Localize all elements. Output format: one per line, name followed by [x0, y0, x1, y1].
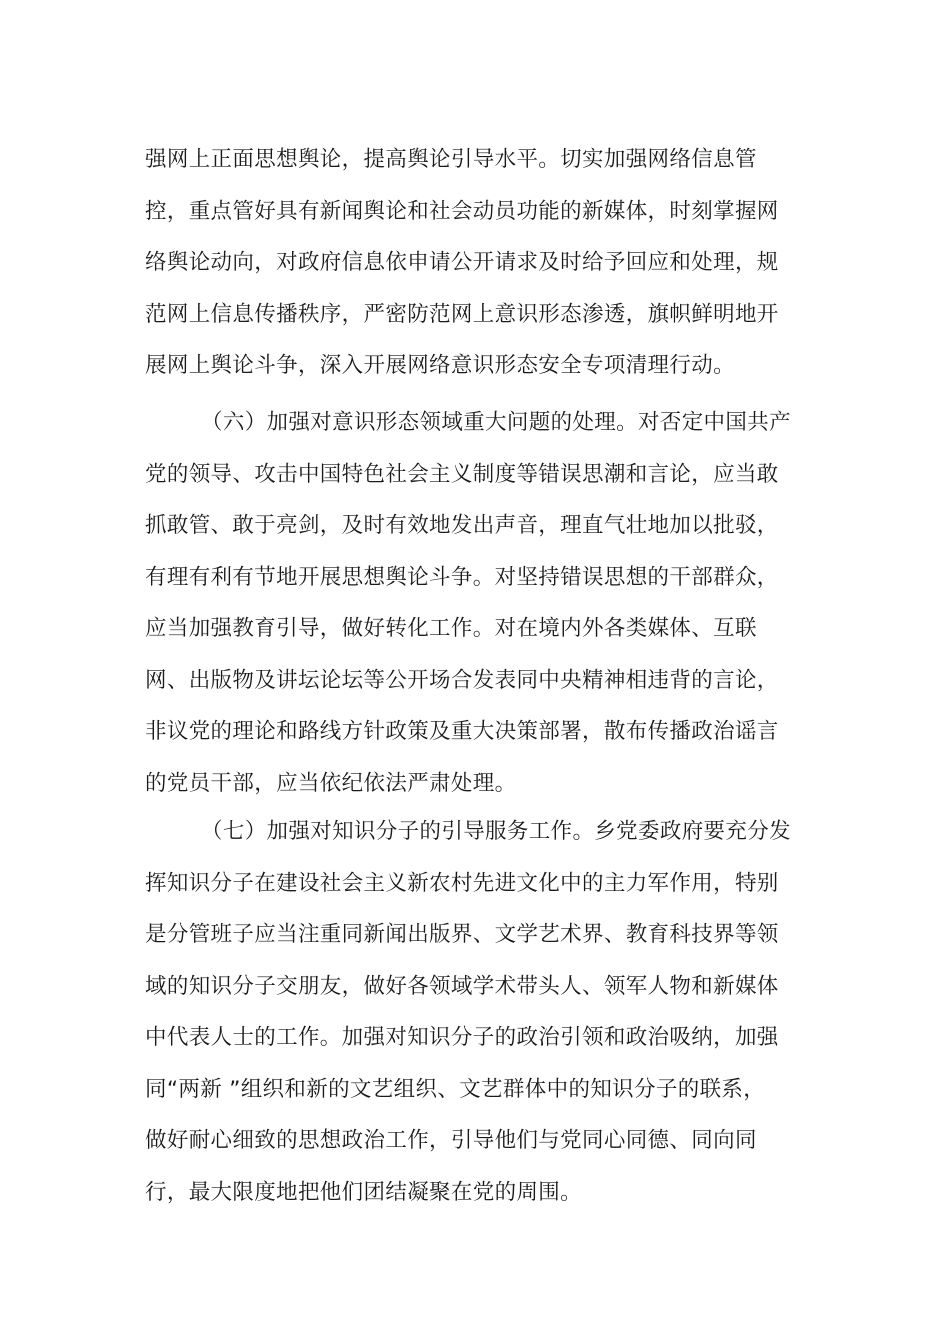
text-line: 展网上舆论斗争，深入开展网络意识形态安全专项清理行动。: [145, 353, 735, 378]
paragraph-section-six: [145, 397, 805, 809]
text-line: 非议党的理论和路线方针政策及重大决策部署，散布传播政治谣言: [145, 719, 779, 744]
text-line: 做好耐心细致的思想政治工作，引导他们与党同心同德、同向同: [145, 1128, 757, 1153]
text-line: 同“两新 ”组织和新的文艺组织、文艺群体中的知识分子的联系，: [145, 1076, 766, 1102]
text-line: 范网上信息传播秩序，严密防范网上意识形态渗透，旗帜鲜明地开: [145, 301, 779, 327]
text-line: 应当加强教育引导，做好转化工作。对在境内外各类媒体、互联: [145, 616, 757, 641]
text-line: （六）加强对意识形态领域重大问题的处理。对否定中国共产: [201, 410, 791, 435]
text-line: （七）加强对知识分子的引导服务工作。乡党委政府要充分发: [201, 819, 791, 844]
text-line: 网、出版物及讲坛论坛等公开场合发表同中央精神相违背的言论，: [145, 667, 779, 693]
text-line: 抓敢管、敢于亮剑，及时有效地发出声音，理直气壮地加以批驳，: [145, 513, 779, 538]
text-line: 行，最大限度地把他们团结凝聚在党的周围。: [145, 1179, 583, 1205]
text-line: 党的领导、攻击中国特色社会主义制度等错误思潮和言论，应当敢: [145, 461, 779, 487]
paragraph-online-opinion: [145, 134, 805, 392]
text-line: 有理有利有节地开展思想舆论斗争。对坚持错误思想的干部群众，: [145, 564, 779, 590]
text-line: 中代表人士的工作。加强对知识分子的政治引领和政治吸纳，加强: [145, 1025, 779, 1050]
text-line: 是分管班子应当注重同新闻出版界、文学艺术界、教育科技界等领: [145, 922, 779, 947]
text-line: 挥知识分子在建设社会主义新农村先进文化中的主力军作用，特别: [145, 870, 779, 896]
text-line: 控，重点管好具有新闻舆论和社会动员功能的新媒体，时刻掌握网: [145, 198, 779, 224]
text-line: 强网上正面思想舆论，提高舆论引导水平。切实加强网络信息管: [145, 147, 757, 172]
text-line: 的党员干部，应当依纪依法严肃处理。: [145, 770, 517, 796]
text-line: 域的知识分子交朋友，做好各领域学术带头人、领军人物和新媒体: [145, 973, 779, 999]
paragraph-section-seven: [145, 806, 805, 1218]
text-line: 络舆论动向，对政府信息依申请公开请求及时给予回应和处理，规: [145, 250, 779, 275]
